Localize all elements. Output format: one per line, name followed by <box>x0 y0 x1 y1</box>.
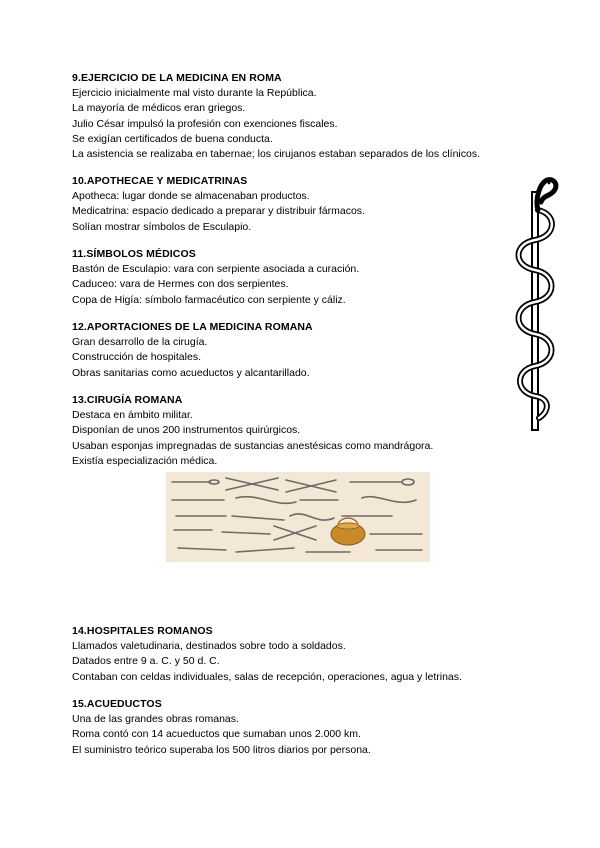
section-line: La asistencia se realizaba en tabernae; los cirujanos estaban separados de los clínicos. <box>72 148 480 161</box>
section-line: Roma contó con 14 acueductos que sumaban unos 2.000 km. <box>72 728 361 741</box>
section-line: Julio César impulsó la profesión con exenciones fiscales. <box>72 117 338 130</box>
section-aportaciones <box>72 320 532 381</box>
roman-surgical-instruments-illustration <box>166 472 430 562</box>
section-line: Una de las grandes obras romanas. <box>72 713 239 725</box>
section-line: Ejercicio inicialmente mal visto durante la República. <box>72 87 317 99</box>
section-simbolos-medicos <box>72 247 532 308</box>
section-line: Llamados valetudinaria, destinados sobre todo a soldados. <box>72 640 346 652</box>
section-line: Datados entre 9 a. C. y 50 d. C. <box>72 655 220 668</box>
section-line: Obras sanitarias como acueductos y alcantarillado. <box>72 366 310 379</box>
section-heading: 9.EJERCICIO DE LA MEDICINA EN ROMA <box>72 72 282 84</box>
section-line: La mayoría de médicos eran griegos. <box>72 102 246 115</box>
section-heading: 15.ACUEDUCTOS <box>72 698 162 710</box>
section-line: Caduceo: vara de Hermes con dos serpientes. <box>72 278 289 291</box>
section-line: Apotheca: lugar donde se almacenaban productos. <box>72 190 310 202</box>
section-line: Gran desarrollo de la cirugía. <box>72 336 208 348</box>
section-ejercicio-medicina <box>72 71 532 162</box>
section-line: Copa de Higía: símbolo farmacéutico con serpiente y cáliz. <box>72 293 346 306</box>
section-cirugia-romana <box>72 393 532 469</box>
section-line: Medicatrina: espacio dedicado a preparar y distribuir fármacos. <box>72 205 365 218</box>
section-line: Bastón de Esculapio: vara con serpiente asociada a curación. <box>72 263 360 275</box>
section-heading: 10.APOTHECAE Y MEDICATRINAS <box>72 175 248 187</box>
rod-of-asclepius-icon <box>505 170 565 432</box>
section-hospitales <box>72 624 532 685</box>
section-heading: 11.SÍMBOLOS MÉDICOS <box>72 248 196 260</box>
section-line: Solían mostrar símbolos de Esculapio. <box>72 220 252 233</box>
section-line: Existía especialización médica. <box>72 454 218 467</box>
section-acueductos <box>72 697 532 758</box>
section-line: Usaban esponjas impregnadas de sustancias anestésicas como mandrágora. <box>72 439 434 452</box>
section-line: El suministro teórico superaba los 500 litros diarios por persona. <box>72 743 371 756</box>
section-line: Disponían de unos 200 instrumentos quirúrgicos. <box>72 424 301 437</box>
section-apothecae <box>72 174 532 235</box>
section-heading: 12.APORTACIONES DE LA MEDICINA ROMANA <box>72 321 313 333</box>
section-line: Se exigían certificados de buena conducta. <box>72 132 273 145</box>
section-line: Contaban con celdas individuales, salas de recepción, operaciones, agua y letrinas. <box>72 670 462 683</box>
section-line: Construcción de hospitales. <box>72 351 201 364</box>
section-heading: 14.HOSPITALES ROMANOS <box>72 625 213 637</box>
section-line: Destaca en ámbito militar. <box>72 409 193 421</box>
section-heading: 13.CIRUGÍA ROMANA <box>72 394 183 406</box>
